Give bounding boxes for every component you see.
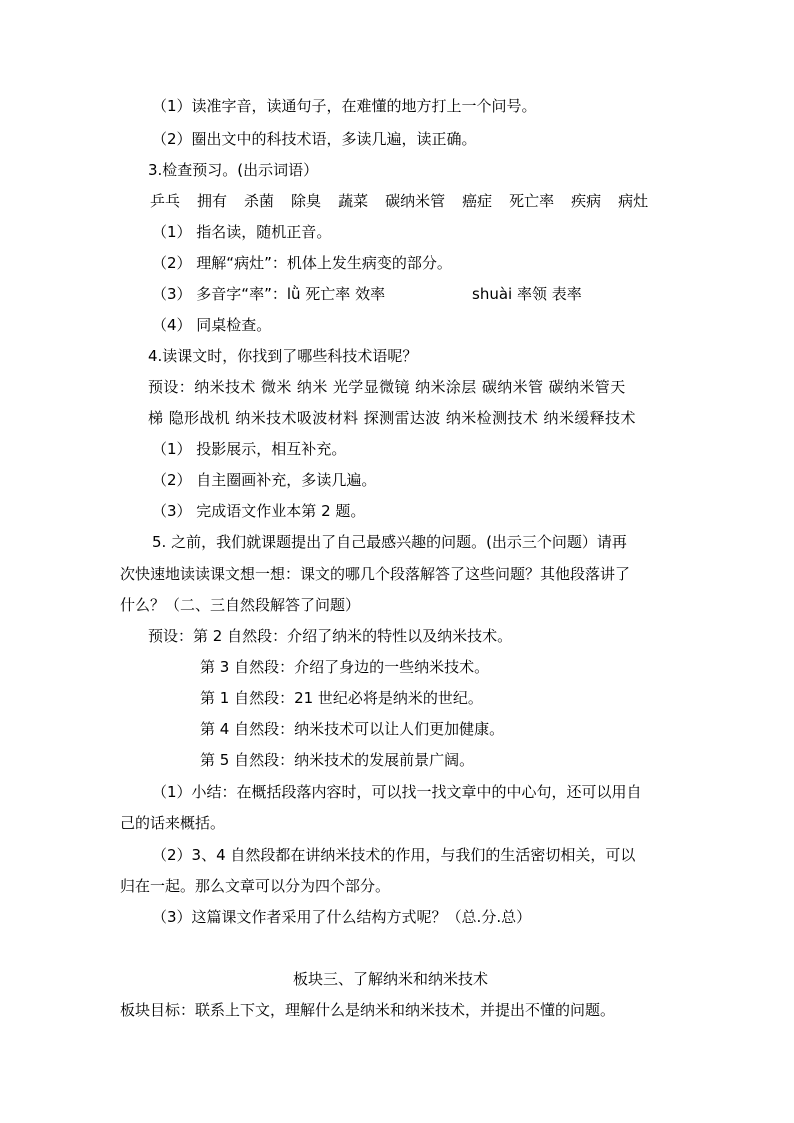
substep-homework: （3） 完成语文作业本第 2 题。 (152, 502, 366, 520)
summary-line2: 己的话来概括。 (120, 814, 226, 832)
vocab-word: 拥有 (197, 192, 228, 210)
summary-line1: （1）小结：在概括段落内容时，可以找一找文章中的中心句，还可以用自 (152, 783, 642, 801)
section-questions-line1: 5. 之前，我们就课题提出了自己最感兴趣的问题。(出示三个问题）请再 (152, 533, 627, 551)
section-check-preview: 3.检查预习。(出示词语） (148, 161, 319, 179)
section-find-terms: 4.读课文时，你找到了哪些科技术语呢？ (148, 347, 418, 365)
step-circle-terms: （2）圈出文中的科技术语，多读几遍，读正确。 (152, 130, 477, 148)
preset-paragraph-2: 预设：第 2 自然段：介绍了纳米的特性以及纳米技术。 (148, 627, 513, 645)
structure-question: （3）这篇课文作者采用了什么结构方式呢？（总.分.总） (152, 908, 532, 926)
section-questions-line3: 什么？（二、三自然段解答了问题） (120, 596, 361, 614)
vocab-word: 乒乓 (150, 192, 181, 210)
grouping-line2: 归在一起。那么文章可以分为四个部分。 (120, 877, 391, 895)
section-goal: 板块目标：联系上下文，理解什么是纳米和纳米技术，并提出不懂的问题。 (120, 1001, 616, 1019)
preset-paragraph-1: 第 1 自然段：21 世纪必将是纳米的世纪。 (200, 689, 483, 707)
vocab-word: 除臭 (291, 192, 322, 210)
preset-paragraph-4: 第 4 自然段：纳米技术可以让人们更加健康。 (200, 720, 505, 738)
vocabulary-list (150, 191, 648, 211)
preset-terms-line2: 梯 隐形战机 纳米技术吸波材料 探测雷达波 纳米检测技术 纳米缓释技术 (148, 409, 636, 427)
vocab-word: 死亡率 (509, 192, 555, 210)
substep-polyphone: （3） 多音字“率”：lǜ 死亡率 效率 (152, 285, 386, 303)
vocab-word: 杀菌 (244, 192, 275, 210)
vocab-word: 蔬菜 (338, 192, 369, 210)
preset-terms-line1: 预设：纳米技术 微米 纳米 光学显微镜 纳米涂层 碳纳米管 碳纳米管天 (148, 378, 626, 396)
substep-desk-check: （4） 同桌检查。 (152, 316, 272, 334)
substep-self-circle: （2） 自主圈画补充，多读几遍。 (152, 471, 377, 489)
vocab-word: 碳纳米管 (385, 192, 446, 210)
substep-polyphone-shuai: shuài 率领 表率 (472, 285, 582, 303)
substep-understand-word: （2） 理解“病灶”：机体上发生病变的部分。 (152, 254, 452, 272)
section-questions-line2: 次快速地读读课文想一想：课文的哪几个段落解答了这些问题？其他段落讲了 (120, 565, 631, 583)
step-read-aloud: （1）读准字音，读通句子，在难懂的地方打上一个问号。 (152, 97, 537, 115)
vocab-word: 病灶 (618, 192, 649, 210)
grouping-line1: （2）3、4 自然段都在讲纳米技术的作用，与我们的生活密切相关，可以 (152, 846, 636, 864)
vocab-word: 疾病 (571, 192, 602, 210)
substep-projection: （1） 投影展示，相互补充。 (152, 440, 347, 458)
substep-name-reading: （1） 指名读，随机正音。 (152, 223, 332, 241)
section-heading: 板块三、了解纳米和纳米技术 (293, 970, 489, 988)
vocab-word: 癌症 (462, 192, 493, 210)
preset-paragraph-3: 第 3 自然段：介绍了身边的一些纳米技术。 (200, 658, 490, 676)
preset-paragraph-5: 第 5 自然段：纳米技术的发展前景广阔。 (200, 751, 475, 769)
